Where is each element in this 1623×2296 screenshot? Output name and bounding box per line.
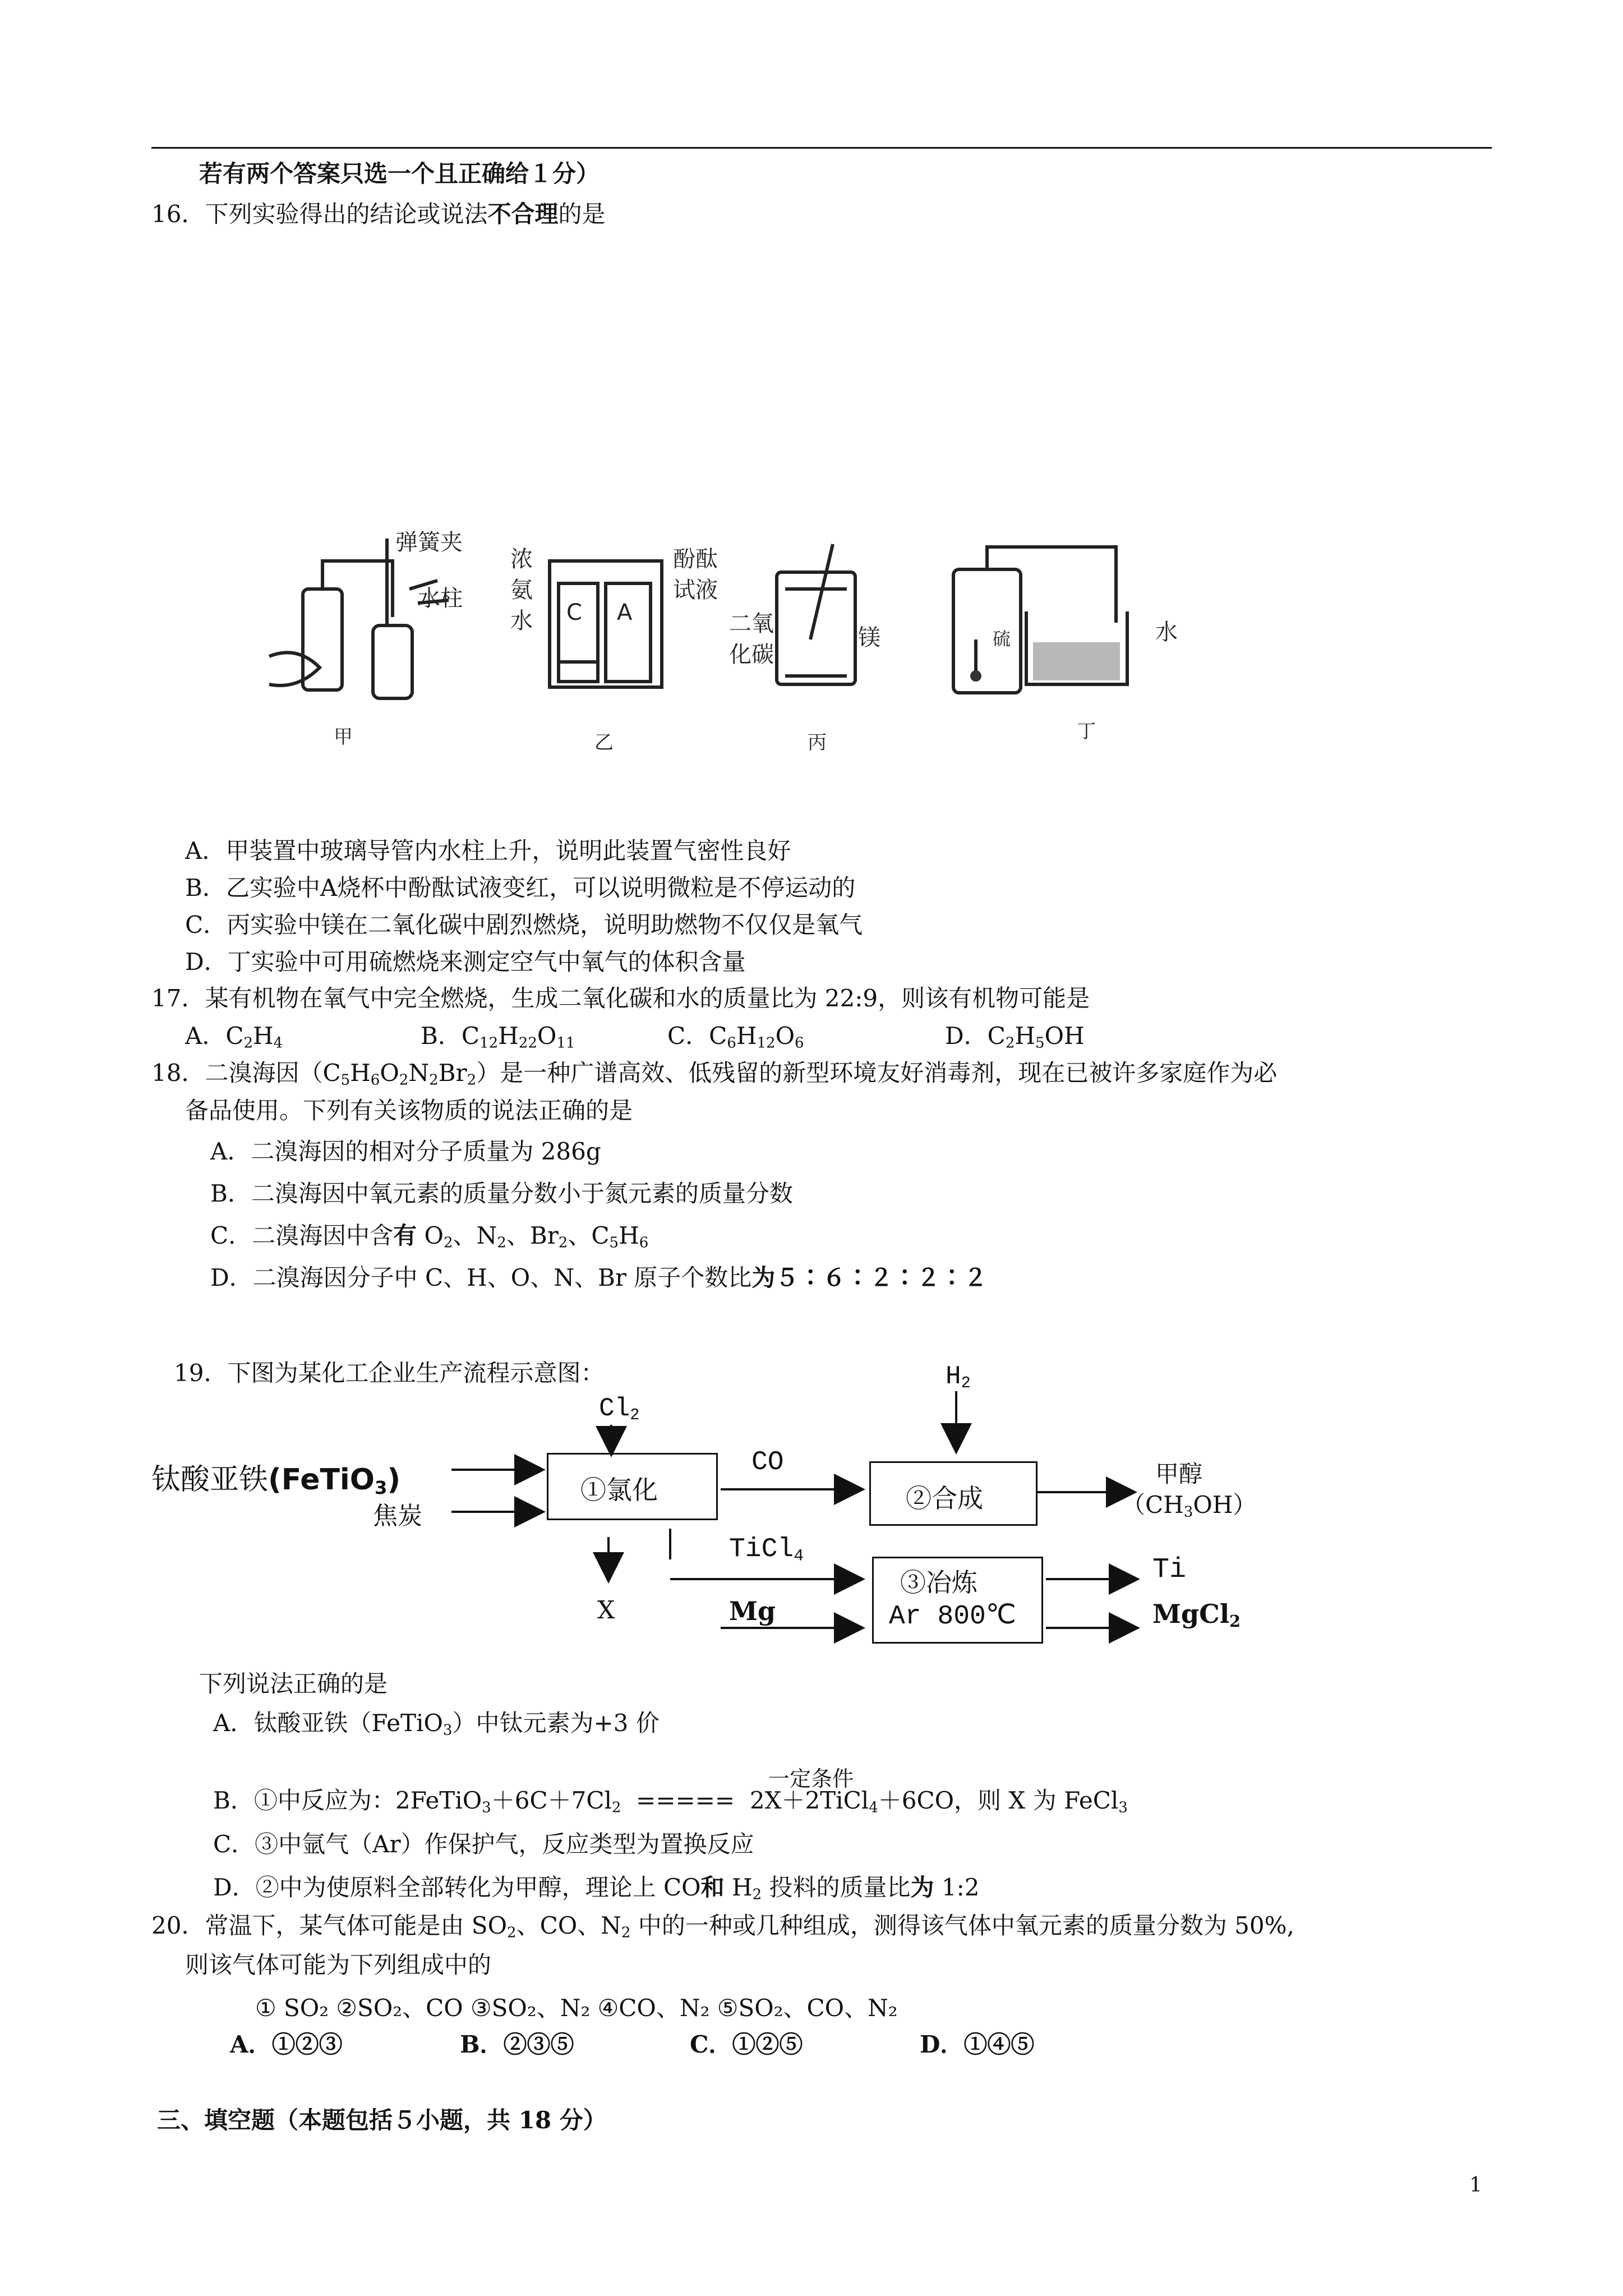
q16-option-a: A．甲装置中玻璃导管内水柱上升，说明此装置气密性良好 bbox=[185, 837, 791, 864]
flow-box3-line2: Ar 800℃ bbox=[889, 1602, 1016, 1632]
flow-ticl4: TiCl$_4$ bbox=[729, 1534, 804, 1566]
flow-cl2: $Cl_2$ bbox=[599, 1394, 640, 1425]
fig-c-text1: 二氧 bbox=[729, 611, 774, 637]
q20-stem-line2: 则该气体可能为下列组成中的 bbox=[185, 1951, 492, 1978]
q19-stem: 19．下图为某化工企业生产流程示意图： bbox=[174, 1359, 605, 1387]
section3-heading: 三、填空题（本题包括５小题，共 18 分） bbox=[157, 2106, 607, 2134]
fig-label-d: 丁 bbox=[1077, 720, 1096, 743]
fig-a-text2: 水柱 bbox=[418, 586, 463, 611]
flow-mg: Mg bbox=[729, 1596, 776, 1626]
q18-option-c: C．二溴海因中含有 $O_2$、$N_2$、$Br_2$、$C_5H_6$ bbox=[210, 1222, 649, 1251]
flow-methanol-formula: $(CH_3OH)$ bbox=[1122, 1491, 1257, 1521]
header-note: 若有两个答案只选一个且正确给１分） bbox=[199, 160, 600, 187]
flow-methanol-name: 甲醇 bbox=[1155, 1460, 1203, 1488]
fig-a-text1: 弹簧夹 bbox=[395, 530, 463, 555]
q18-option-d: D．二溴海因分子中 C、H、O、N、Br 原子个数比为５∶６∶２∶２∶２ bbox=[210, 1264, 988, 1291]
q19-intro: 下列说法正确的是 bbox=[199, 1670, 388, 1697]
fig-label-b: 乙 bbox=[594, 731, 614, 754]
q17-option-a: A．$C_2H_4$ bbox=[185, 1022, 283, 1052]
q16-option-b: B．乙实验中A烧杯中酚酞试液变红，可以说明微粒是不停运动的 bbox=[185, 874, 856, 901]
q19-option-b: B．①中反应为：$2FeTiO_3+6C+7Cl_2$ ===== 2X＋2TiCl$_4$＋6CO，则 X 为 FeCl$_3$ bbox=[213, 1787, 1128, 1816]
fig-b-text3: 水 bbox=[510, 608, 533, 634]
fig-label-c: 丙 bbox=[808, 731, 827, 754]
flow-raw1: 钛酸亚铁(FeTiO$_3$) bbox=[151, 1463, 401, 1499]
flow-ti: Ti bbox=[1152, 1554, 1187, 1586]
fig-d-text1: 硫 bbox=[993, 628, 1011, 650]
q20-combinations: ① SO₂ ②SO₂、CO ③SO₂、N₂ ④CO、N₂ ⑤SO₂、CO、N₂ bbox=[255, 1994, 898, 2022]
q19-condition-label: 一定条件 bbox=[768, 1766, 854, 1791]
q20-stem-line1: 20．常温下，某气体可能是由 $SO_2$、CO、$N_2$ 中的一种或几种组成，测得该气体中氧元素的质量分数为 50%, bbox=[151, 1912, 1294, 1941]
flow-raw2: 焦炭 bbox=[373, 1502, 422, 1530]
fig-c-text2: 化碳 bbox=[729, 642, 774, 668]
page-number: 1 bbox=[1469, 2174, 1482, 2197]
fig-b-cup2: A bbox=[617, 600, 633, 625]
fig-label-a: 甲 bbox=[334, 726, 353, 748]
flow-h2: $H_2$ bbox=[946, 1362, 971, 1393]
q16-apparatus-figure bbox=[247, 527, 1245, 774]
flow-box2-label: ②合成 bbox=[906, 1483, 983, 1513]
fig-b-text1: 浓 bbox=[510, 546, 533, 572]
q19-option-d: D．②中为使原料全部转化为甲醇，理论上 CO和 $H_2$ 投料的质量比为 1:2 bbox=[213, 1874, 980, 1903]
q19-flowchart bbox=[146, 1362, 1267, 1649]
q20-option-b: B．②③⑤ bbox=[460, 2031, 574, 2058]
q16-option-d: D．丁实验中可用硫燃烧来测定空气中氧气的体积含量 bbox=[185, 948, 746, 976]
fig-b-text2: 氨 bbox=[510, 577, 533, 603]
flow-mgcl2: MgCl$_2$ bbox=[1152, 1599, 1241, 1631]
fig-b-text4: 酚酞 bbox=[673, 546, 718, 572]
q18-option-a: A．二溴海因的相对分子质量为 286g bbox=[210, 1138, 601, 1165]
q20-option-c: C．①②⑤ bbox=[690, 2031, 803, 2058]
q17-option-c: C．$C_6H_{12}O_6$ bbox=[667, 1022, 804, 1052]
q17-option-b: B．$C_{12}H_{22}O_{11}$ bbox=[421, 1022, 575, 1052]
flow-box1-label: ①氯化 bbox=[580, 1475, 658, 1505]
q18-stem-line2: 备品使用。下列有关该物质的说法正确的是 bbox=[185, 1097, 633, 1124]
q19-option-c: C．③中氩气（Ar）作保护气，反应类型为置换反应 bbox=[213, 1830, 754, 1858]
fig-b-cup1: C bbox=[566, 600, 582, 625]
top-rule bbox=[151, 147, 1492, 149]
flow-x: X bbox=[597, 1596, 615, 1625]
q20-option-d: D．①④⑤ bbox=[920, 2031, 1035, 2058]
q17-option-d: D．$C_2H_5OH$ bbox=[945, 1022, 1085, 1052]
q20-option-a: A．①②③ bbox=[230, 2031, 343, 2058]
q16-option-c: C．丙实验中镁在二氧化碳中剧烈燃烧，说明助燃物不仅仅是氧气 bbox=[185, 911, 863, 938]
fig-c-text3: 镁 bbox=[858, 625, 880, 651]
q16-stem: 16．下列实验得出的结论或说法不合理的是 bbox=[151, 200, 606, 228]
q17-stem: 17．某有机物在氧气中完全燃烧，生成二氧化碳和水的质量比为 22:9，则该有机物可能是 bbox=[151, 984, 1090, 1012]
fig-b-text5: 试液 bbox=[673, 577, 718, 603]
flow-co: CO bbox=[751, 1447, 784, 1478]
fig-d-text2: 水 bbox=[1155, 619, 1178, 645]
q19-option-a: A．钛酸亚铁（FeTiO$_3$）中钛元素为+3 价 bbox=[213, 1709, 660, 1739]
q18-stem-line1: 18．二溴海因$(C_5H_6O_2N_2Br_2)$是一种广谱高效、低残留的新型环境友好消毒剂，现在已被许多家庭作为必 bbox=[151, 1059, 1278, 1089]
flow-box3-line1: ③冶炼 bbox=[900, 1567, 978, 1598]
q18-option-b: B．二溴海因中氧元素的质量分数小于氮元素的质量分数 bbox=[210, 1180, 793, 1207]
